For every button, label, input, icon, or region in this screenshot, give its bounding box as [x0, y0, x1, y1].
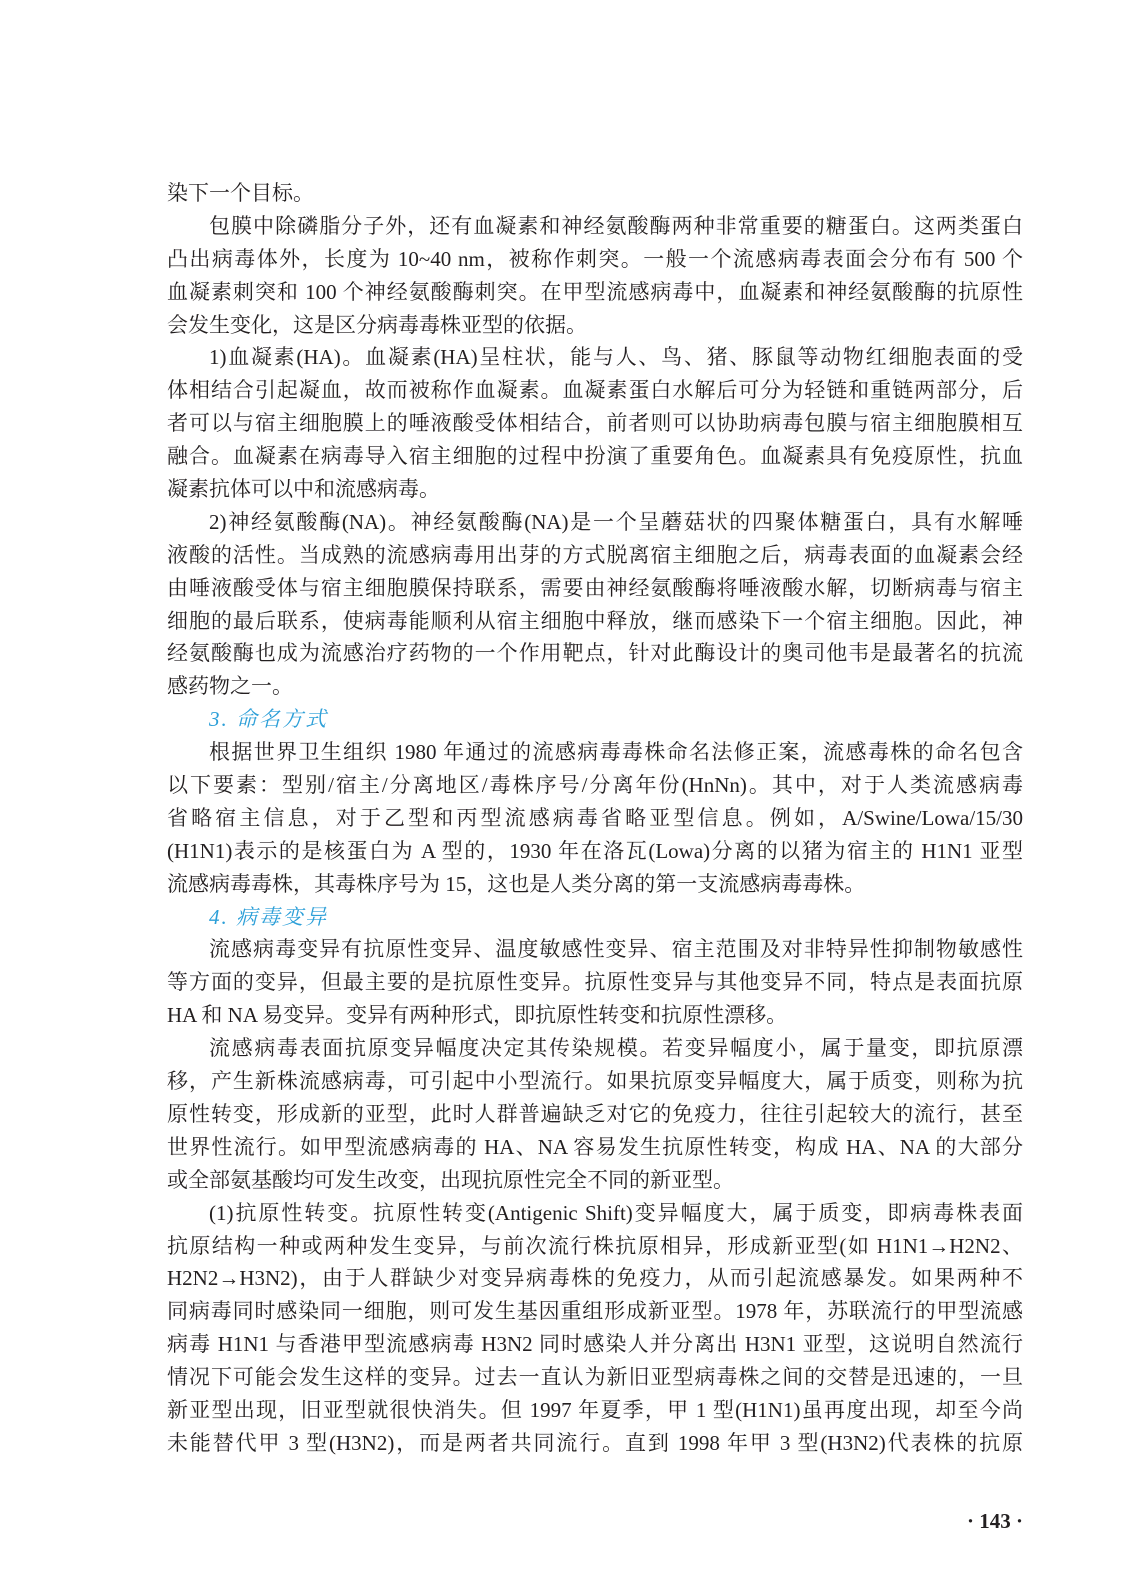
paragraph-naming — [167, 736, 1023, 900]
text-line: 包膜中除磷脂分子外，还有血凝素和神经氨酸酶两种非常重要的糖蛋白。这两类蛋白 — [209, 213, 1023, 238]
paragraph-envelope — [167, 210, 1023, 342]
text-line: 以下要素：型别/宿主/分离地区/毒株序号/分离年份(HnNn)。其中，对于人类流感病毒 — [167, 773, 1023, 798]
text-line: 液酸的活性。当成熟的流感病毒用出芽的方式脱离宿主细胞之后，病毒表面的血凝素会经 — [167, 542, 1023, 567]
text-line: 新亚型出现，旧亚型就很快消失。但 1997 年夏季，甲 1 型(H1N1)虽再度出现，却至今尚 — [167, 1397, 1023, 1422]
text-line: 抗原结构一种或两种发生变异，与前次流行株抗原相异，形成新亚型(如 H1N1→H2N2、 — [167, 1233, 1023, 1258]
text-line: 移，产生新株流感病毒，可引起中小型流行。如果抗原变异幅度大，属于质变，则称为抗 — [167, 1069, 1023, 1094]
page-number: · 143 · — [966, 1509, 1023, 1533]
text-line: 等方面的变异，但最主要的是抗原性变异。抗原性变异与其他变异不同，特点是表面抗原 — [167, 970, 1023, 995]
text-line: 未能替代甲 3 型(H3N2)，而是两者共同流行。直到 1998 年甲 3 型(H3N2)代表株的抗原 — [167, 1430, 1023, 1455]
paragraph-continued — [167, 177, 1023, 210]
page-body — [167, 177, 1023, 1460]
text-line: HA 和 NA 易变异。变异有两种形式，即抗原性转变和抗原性漂移。 — [167, 1003, 788, 1028]
text-line: 细胞的最后联系，使病毒能顺利从宿主细胞中释放，继而感染下一个宿主细胞。因此，神 — [167, 608, 1023, 633]
paragraph-variation-types — [167, 933, 1023, 1032]
paragraph-hemagglutinin — [167, 341, 1023, 505]
text-line: 融合。血凝素在病毒导入宿主细胞的过程中扮演了重要角色。血凝素具有免疫原性，抗血 — [167, 444, 1023, 469]
text-line: 或全部氨基酸均可发生改变，出现抗原性完全不同的新亚型。 — [167, 1167, 734, 1192]
section-heading-variation: 4. 病毒变异 — [209, 904, 328, 929]
text-line: 省略宿主信息，对于乙型和丙型流感病毒省略亚型信息。例如，A/Swine/Lowa/15/30 — [167, 805, 1023, 830]
text-line: 染下一个目标。 — [167, 181, 314, 205]
text-line: (H1N1)表示的是核蛋白为 A 型的，1930 年在洛瓦(Lowa)分离的以猪为宿主的 H1N1 亚型 — [167, 838, 1023, 863]
text-line: H2N2→H3N2)，由于人群缺少对变异病毒株的免疫力，从而引起流感暴发。如果两种不 — [167, 1266, 1023, 1291]
paragraph-variation-scale — [167, 1032, 1023, 1196]
text-line: 体相结合引起凝血，故而被称作血凝素。血凝素蛋白水解后可分为轻链和重链两部分，后 — [167, 378, 1023, 403]
text-line: 病毒 H1N1 与香港甲型流感病毒 H3N2 同时感染人并分离出 H3N1 亚型，这说明自然流行 — [167, 1332, 1023, 1357]
paragraph-neuraminidase — [167, 506, 1023, 703]
text-line: 凸出病毒体外，长度为 10~40 nm，被称作刺突。一般一个流感病毒表面会分布有 500 个 — [167, 246, 1023, 271]
text-line: 者可以与宿主细胞膜上的唾液酸受体相结合，前者则可以协助病毒包膜与宿主细胞膜相互 — [167, 411, 1023, 436]
text-line: 情况下可能会发生这样的变异。过去一直认为新旧亚型病毒株之间的交替是迅速的，一旦 — [167, 1365, 1023, 1390]
text-line: 根据世界卫生组织 1980 年通过的流感病毒毒株命名法修正案，流感毒株的命名包含 — [209, 740, 1023, 765]
text-line: 世界性流行。如甲型流感病毒的 HA、NA 容易发生抗原性转变，构成 HA、NA 的大部分 — [167, 1134, 1023, 1159]
text-line: 流感病毒表面抗原变异幅度决定其传染规模。若变异幅度小，属于量变，即抗原漂 — [209, 1036, 1023, 1061]
text-line: 同病毒同时感染同一细胞，则可发生基因重组形成新亚型。1978 年，苏联流行的甲型流感 — [167, 1299, 1023, 1324]
text-line: 经氨酸酶也成为流感治疗药物的一个作用靶点，针对此酶设计的奥司他韦是最著名的抗流 — [167, 641, 1023, 666]
text-line: 由唾液酸受体与宿主细胞膜保持联系，需要由神经氨酸酶将唾液酸水解，切断病毒与宿主 — [167, 575, 1023, 600]
text-line: 感药物之一。 — [167, 674, 293, 699]
text-line: 1)血凝素(HA)。血凝素(HA)呈柱状，能与人、鸟、猪、豚鼠等动物红细胞表面的受 — [209, 345, 1023, 370]
section-heading-naming: 3. 命名方式 — [209, 707, 328, 732]
text-line: 2)神经氨酸酶(NA)。神经氨酸酶(NA)是一个呈蘑菇状的四聚体糖蛋白，具有水解唾 — [209, 509, 1023, 534]
paragraph-antigenic-shift — [167, 1197, 1023, 1460]
text-line: 原性转变，形成新的亚型，此时人群普遍缺乏对它的免疫力，往往引起较大的流行，甚至 — [167, 1101, 1023, 1126]
text-line: 会发生变化，这是区分病毒毒株亚型的依据。 — [167, 312, 587, 337]
text-line: 血凝素刺突和 100 个神经氨酸酶刺突。在甲型流感病毒中，血凝素和神经氨酸酶的抗原性 — [167, 279, 1023, 304]
text-line: 流感病毒变异有抗原性变异、温度敏感性变异、宿主范围及对非特异性抑制物敏感性 — [209, 937, 1023, 962]
text-line: (1)抗原性转变。抗原性转变(Antigenic Shift)变异幅度大，属于质变，即病毒株表面 — [209, 1200, 1023, 1225]
text-line: 流感病毒毒株，其毒株序号为 15，这也是人类分离的第一支流感病毒毒株。 — [167, 871, 866, 896]
text-line: 凝素抗体可以中和流感病毒。 — [167, 477, 440, 502]
